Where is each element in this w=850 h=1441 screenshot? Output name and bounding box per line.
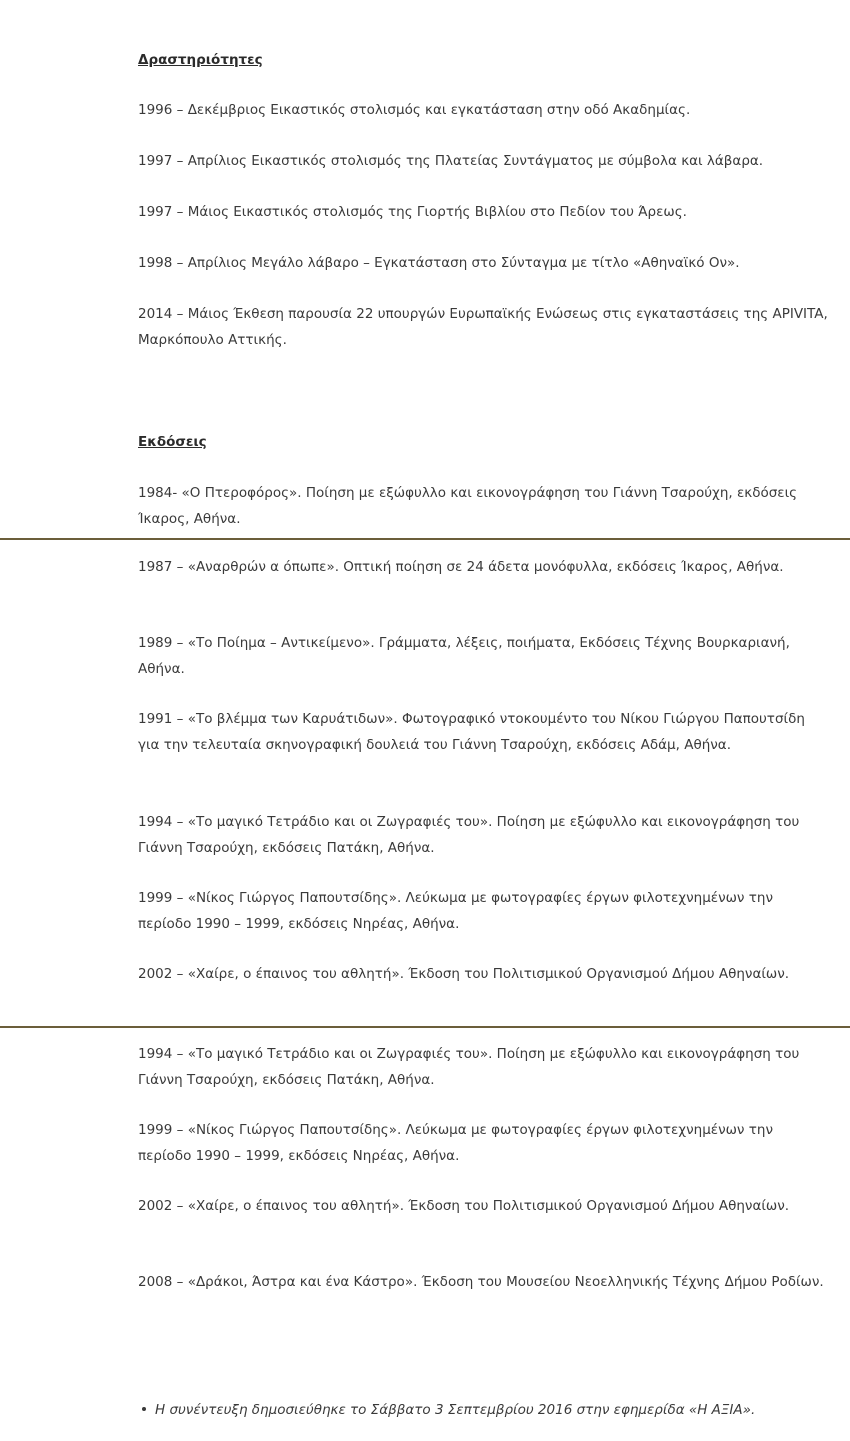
publication-item: 1999 – «Νίκος Γιώργος Παπουτσίδης». Λεύκωμα με φωτογραφίες έργων φιλοτεχνημένων την περίοδο 1990 – 1999, εκδόσεις Νηρέας, Αθήνα.: [138, 1122, 773, 1164]
activity-item: 1997 – Απρίλιος Εικαστικός στολισμός της Πλατείας Συντάγματος με σύμβολα και λάβαρα.: [138, 153, 764, 169]
publication-item: 2008 – «Δράκοι, Άστρα και ένα Κάστρο». Έκδοση του Μουσείου Νεοελληνικής Τέχνης Δήμου Ροδίων.: [138, 1274, 824, 1290]
footnote: [142, 1397, 832, 1423]
divider-line: [0, 538, 850, 540]
publication-item: 1987 – «Αναρθρών α όπωπε». Οπτική ποίηση σε 24 άδετα μονόφυλλα, εκδόσεις Ίκαρος, Αθήνα.: [138, 559, 784, 575]
publication-item: 1994 – «Το μαγικό Τετράδιο και οι Ζωγραφιές του». Ποίηση με εξώφυλλο και εικονογράφηση του Γιάννη Τσαρούχη, εκδόσεις Πατάκη, Αθήνα.: [138, 814, 800, 856]
activity-item: 1996 – Δεκέμβριος Εικαστικός στολισμός και εγκατάσταση στην οδό Ακαδημίας.: [138, 102, 691, 118]
activity-item: 2014 – Μάιος Έκθεση παρουσία 22 υπουργών Ευρωπαϊκής Ενώσεως στις εγκαταστάσεις της APIVITA, Μαρκόπουλο Αττικής.: [138, 306, 828, 348]
activity-item: 1998 – Απρίλιος Μεγάλο λάβαρο – Εγκατάσταση στο Σύνταγμα με τίτλο «Αθηναϊκό Ον».: [138, 255, 740, 271]
publication-item: 1999 – «Νίκος Γιώργος Παπουτσίδης». Λεύκωμα με φωτογραφίες έργων φιλοτεχνημένων την περίοδο 1990 – 1999, εκδόσεις Νηρέας, Αθήνα.: [138, 890, 773, 932]
publication-item: 1991 – «Το βλέμμα των Καρυάτιδων». Φωτογραφικό ντοκουμέντο του Νίκου Γιώργου Παπουτσίδη για την τελευταία σκηνογραφική δουλειά του Γιάννη Τσαρούχη, εκδόσεις Αδάμ, Αθήνα.: [138, 711, 805, 753]
activities-heading: Δραστηριότητες: [138, 52, 263, 68]
publication-item: 2002 – «Χαίρε, ο έπαινος του αθλητή». Έκδοση του Πολιτισμικού Οργανισμού Δήμου Αθηναίων.: [138, 966, 790, 982]
bullet-dot: [142, 1407, 146, 1411]
publication-item: 1984- «Ο Πτεροφόρος». Ποίηση με εξώφυλλο και εικονογράφηση του Γιάννη Τσαρούχη, εκδόσεις Ίκαρος, Αθήνα.: [138, 485, 798, 527]
publications-heading: Εκδόσεις: [138, 434, 207, 450]
publication-item: 2002 – «Χαίρε, ο έπαινος του αθλητή». Έκδοση του Πολιτισμικού Οργανισμού Δήμου Αθηναίων.: [138, 1198, 790, 1214]
divider-line: [0, 1026, 850, 1028]
activity-item: 1997 – Μάιος Εικαστικός στολισμός της Γιορτής Βιβλίου στο Πεδίον του Άρεως.: [138, 204, 687, 220]
publication-item: 1989 – «Το Ποίημα – Αντικείμενο». Γράμματα, λέξεις, ποιήματα, Εκδόσεις Τέχνης Βουρκαριανή, Αθήνα.: [138, 635, 790, 677]
publication-item: 1994 – «Το μαγικό Τετράδιο και οι Ζωγραφιές του». Ποίηση με εξώφυλλο και εικονογράφηση του Γιάννη Τσαρούχη, εκδόσεις Πατάκη, Αθήνα.: [138, 1046, 800, 1088]
footnote-text: Η συνέντευξη δημοσιεύθηκε το Σάββατο 3 Σεπτεμβρίου 2016 στην εφημερίδα «Η ΑΞΙΑ».: [155, 1402, 756, 1418]
